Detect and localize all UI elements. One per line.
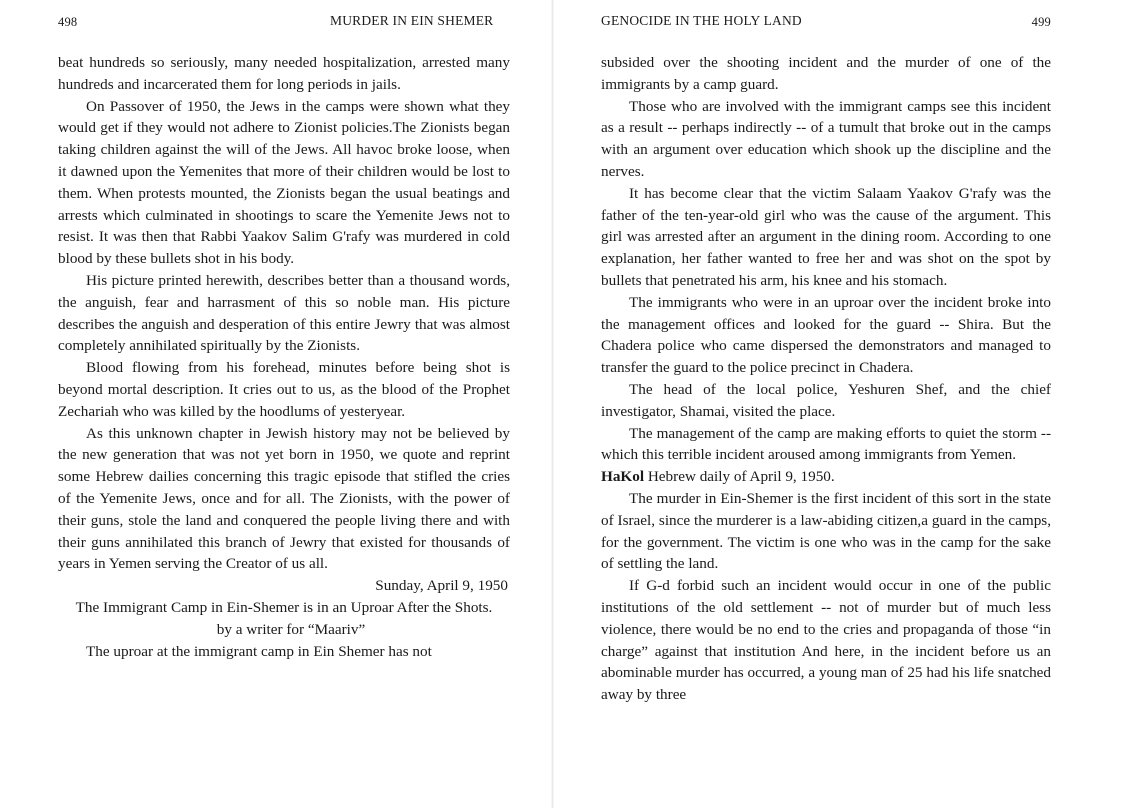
right-page-header (601, 13, 1051, 33)
source-detail: Hebrew daily of April 9, 1950. (644, 468, 835, 486)
paragraph: It has become clear that the victim Salaam Yaakov G'rafy was the father of the ten-year-old girl who was the cause of the argument. This girl was arrested after an argument in the dining room. According to one explanation, her father wanted to free her and was shot on the spot by bullets that penetrated his arm, his knee and his stomach. (601, 184, 1051, 289)
paragraph: If G-d forbid such an incident would occur in one of the public institutions of the old settlement -- not of murder but of much less violence, there would be no end to the cries and propaganda of those “in charge” against that institution And here, in the incident before us an abominable murder has occurred, a young man of 25 had his life snatched away by three (601, 577, 1051, 704)
left-page-body (58, 52, 510, 662)
left-running-head: MURDER IN EIN SHEMER (330, 13, 494, 28)
right-page-body (601, 52, 1051, 706)
right-running-head: GENOCIDE IN THE HOLY LAND (601, 13, 802, 28)
paragraph: The immigrants who were in an uproar over the incident broke into the management offices and looked for the guard -- Shira. But the Chadera police who came dispersed the demonstrators and managed to transfer the guard to the police precinct in Chadera. (601, 293, 1051, 377)
paragraph: As this unknown chapter in Jewish history may not be believed by the new generation that was not yet born in 1950, we quote and reprint some Hebrew dailies concerning this tragic episode that stifled the cries of the Yemenite Jews, once and for all. The Zionists, with the power of their guns, stole the land and conquered the people living there and with their guns annihilated this branch of Jewry that existed for thousands of years in Yemen serving the Creator of us all. (58, 424, 510, 573)
paragraph: Blood flowing from his forehead, minutes before being shot is beyond mortal description. It cries out to us, as the blood of the Prophet Zechariah who was killed by the hoodlums of yesteryear. (58, 359, 510, 420)
book-gutter (551, 0, 554, 808)
paragraph: The head of the local police, Yeshuren Shef, and the chief investigator, Shamai, visited the place. (601, 380, 1051, 420)
paragraph: On Passover of 1950, the Jews in the camps were shown what they would get if they would not adhere to Zionist policies.The Zionists began taking children against the will of the Jews. All havoc broke loose, when it dawned upon the Yemenites that more of their children would be lost to them. When protests mounted, the Zionists began the usual beatings and arrests which culminated in shootings to scare the Yemenite Jews not to resist. It was then that Rabbi Yaakov Salim G'rafy was murdered in cold blood by these bullets shot in his body. (58, 97, 510, 268)
source-line (601, 466, 1051, 488)
article-dateline: Sunday, April 9, 1950 (375, 577, 508, 595)
source-name: HaKol (601, 468, 645, 486)
paragraph: beat hundreds so seriously, many needed hospitalization, arrested many hundreds and incarcerated them for long periods in jails. (58, 54, 510, 93)
paragraph: subsided over the shooting incident and the murder of one of the immigrants by a camp guard. (601, 54, 1051, 93)
article-byline: by a writer for “Maariv” (216, 620, 366, 638)
right-page-number: 499 (1031, 15, 1051, 29)
article-headline: The Immigrant Camp in Ein-Shemer is in an Uproar After the Shots. (75, 598, 493, 616)
paragraph: The uproar at the immigrant camp in Ein Shemer has not (86, 642, 432, 660)
paragraph: The management of the camp are making efforts to quiet the storm -- which this terrible incident aroused among immigrants from Yemen. (601, 424, 1051, 464)
left-page (58, 0, 510, 808)
paragraph: Those who are involved with the immigrant camps see this incident as a result -- perhaps indirectly -- of a tumult that broke out in the camps with an argument over education which shook up the discipline and the nerves. (601, 97, 1051, 180)
paragraph: His picture printed herewith, describes better than a thousand words, the anguish, fear and harrasment of this so noble man. His picture describes the anguish and desperation of this entire Jewry that was almost completely annihilated spiritually by the Zionists. (58, 271, 510, 355)
left-page-header (58, 13, 510, 33)
paragraph: The murder in Ein-Shemer is the first incident of this sort in the state of Israel, since the murderer is a law-abiding citizen,a guard in the camps, for the government. The victim is one who was in the camp for the sake of settling the land. (601, 489, 1051, 573)
left-page-number: 498 (58, 15, 78, 29)
right-page (601, 0, 1051, 808)
